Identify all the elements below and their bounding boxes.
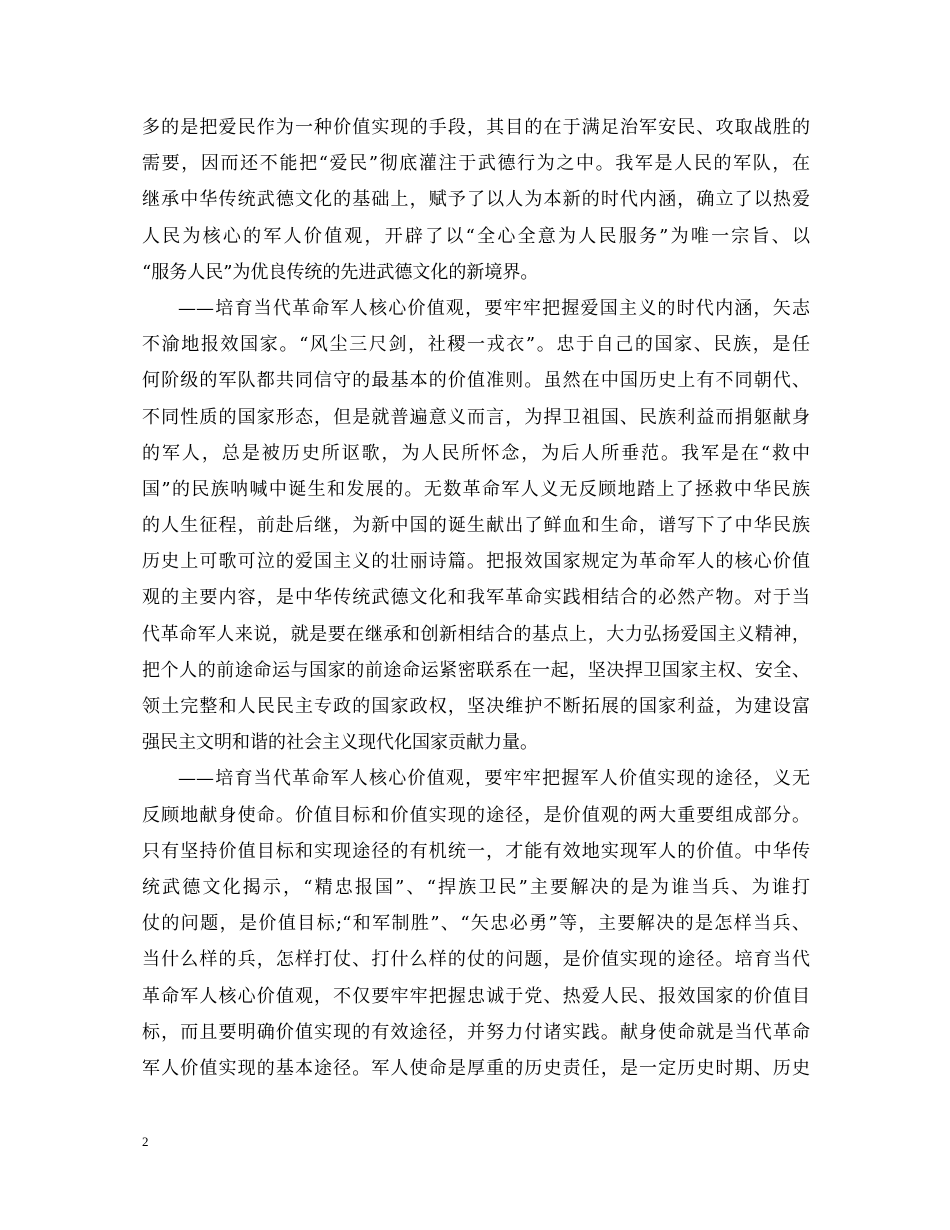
text-line: 国”的民族呐喊中诞生和发展的。无数革命军人义无反顾地踏上了拯救中华民族 [142, 478, 810, 500]
text-line: 需要，因而还不能把“爱民”彻底灌注于武德行为之中。我军是人民的军队，在 [142, 153, 810, 175]
paragraph [142, 291, 810, 761]
text-line: 革命军人核心价值观，不仅要牢牢把握忠诚于党、热爱人民、报效国家的价值目 [142, 985, 810, 1007]
text-line: ——培育当代革命军人核心价值观，要牢牢把握军人价值实现的途径，义无 [178, 768, 810, 790]
text-line: 继承中华传统武德文化的基础上，赋予了以人为本新的时代内涵，确立了以热爱 [142, 189, 810, 211]
text-line: 反顾地献身使命。价值目标和价值实现的途径，是价值观的两大重要组成部分。 [142, 804, 810, 826]
text-line: 何阶级的军队都共同信守的最基本的价值准则。虽然在中国历史上有不同朝代、 [142, 370, 810, 392]
text-line: 代革命军人来说，就是要在继承和创新相结合的基点上，大力弘扬爱国主义精神， [142, 623, 810, 645]
text-line: ——培育当代革命军人核心价值观，要牢牢把握爱国主义的时代内涵，矢志 [178, 297, 810, 319]
document-body [142, 110, 810, 1087]
text-line: 人民为核心的军人价值观，开辟了以“全心全意为人民服务”为唯一宗旨、以 [142, 225, 810, 247]
paragraph [142, 761, 810, 1087]
text-line: 只有坚持价值目标和实现途径的有机统一，才能有效地实现军人的价值。中华传 [142, 840, 810, 862]
text-line: 的人生征程，前赴后继，为新中国的诞生献出了鲜血和生命，谱写下了中华民族 [142, 515, 810, 537]
text-line: 的军人，总是被历史所讴歌，为人民所怀念，为后人所垂范。我军是在“救中 [142, 442, 810, 464]
text-line: 领土完整和人民民主专政的国家政权，坚决维护不断拓展的国家利益，为建设富 [142, 696, 810, 717]
text-line: 不渝地报效国家。“风尘三尺剑，社稷一戎衣”。忠于自己的国家、民族，是任 [142, 334, 810, 356]
text-line: 军人价值实现的基本途径。军人使命是厚重的历史责任，是一定历史时期、历史 [142, 1057, 810, 1079]
text-line: 多的是把爱民作为一种价值实现的手段，其目的在于满足治军安民、攻取战胜的 [142, 117, 810, 138]
text-line: 强民主文明和谐的社会主义现代化国家贡献力量。 [142, 732, 538, 754]
text-line: 历史上可歌可泣的爱国主义的壮丽诗篇。把报效国家规定为革命军人的核心价值 [142, 551, 810, 573]
text-line: 不同性质的国家形态，但是就普遍意义而言，为捍卫祖国、民族利益而捐躯献身 [142, 406, 810, 428]
text-line: 统武德文化揭示，“精忠报国”、“捍族卫民”主要解决的是为谁当兵、为谁打 [142, 876, 810, 898]
text-line: 观的主要内容，是中华传统武德文化和我军革命实践相结合的必然产物。对于当 [142, 587, 810, 609]
text-line: 仗的问题，是价值目标;“和军制胜”、“矢忠必勇”等，主要解决的是怎样当兵、 [142, 913, 810, 935]
text-line: 标，而且要明确价值实现的有效途径，并努力付诸实践。献身使命就是当代革命 [142, 1021, 810, 1043]
text-line: 当什么样的兵，怎样打仗、打什么样的仗的问题，是价值实现的途径。培育当代 [142, 949, 810, 971]
page-number: 2 [142, 1134, 149, 1149]
text-line: 把个人的前途命运与国家的前途命运紧密联系在一起，坚决捍卫国家主权、安全、 [142, 659, 810, 681]
text-line: “服务人民”为优良传统的先进武德文化的新境界。 [142, 261, 539, 283]
paragraph [142, 110, 810, 291]
